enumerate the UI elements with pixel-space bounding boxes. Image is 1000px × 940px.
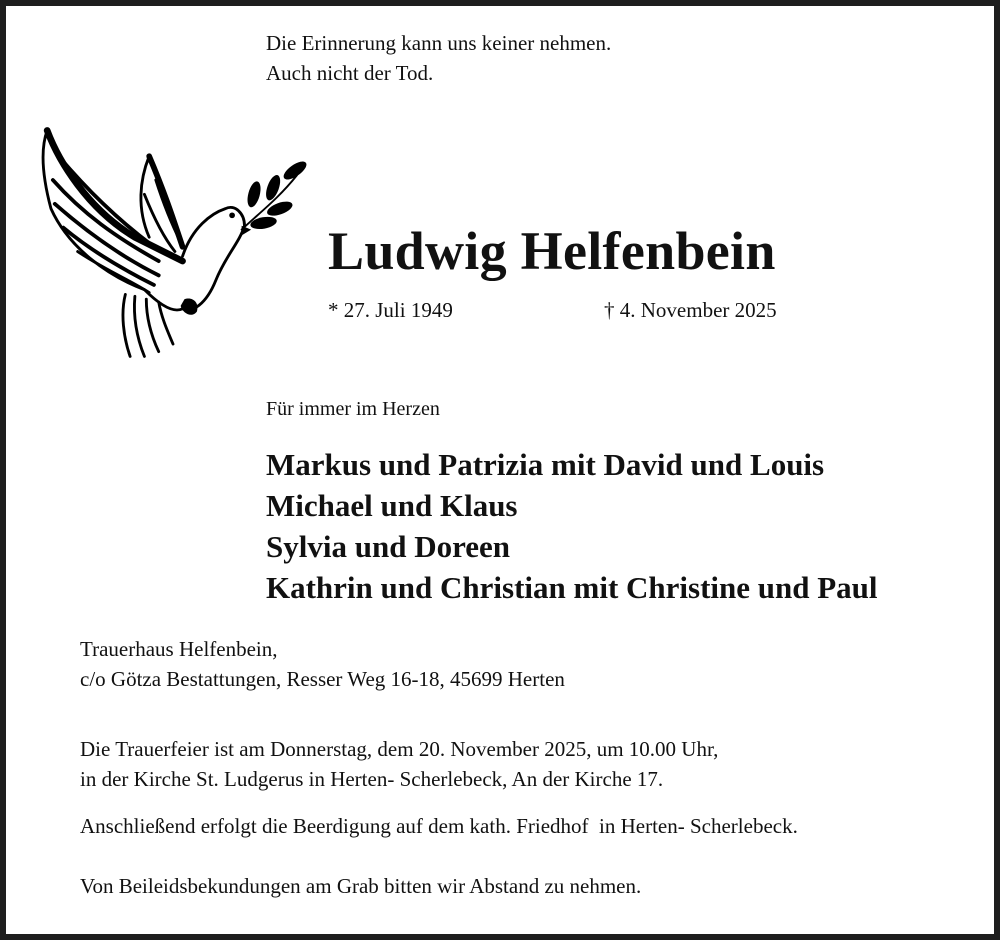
motto-line: Die Erinnerung kann uns keiner nehmen.: [266, 31, 612, 55]
mourner-line: Kathrin und Christian mit Christine und Paul: [266, 570, 878, 605]
burial-info: Anschließend erfolgt die Beerdigung auf dem kath. Friedhof in Herten- Scherlebeck.: [80, 814, 798, 838]
birth-date: * 27. Juli 1949: [328, 298, 453, 322]
dove-with-olive-branch-icon: [30, 122, 316, 362]
mourner-line: Markus und Patrizia mit David und Louis: [266, 447, 825, 482]
address-line: Trauerhaus Helfenbein,: [80, 637, 278, 661]
motto-line: Auch nicht der Tod.: [266, 61, 434, 85]
mourning-house-address: [80, 634, 565, 694]
service-line: Die Trauerfeier ist am Donnerstag, dem 20. November 2025, um 10.00 Uhr,: [80, 737, 719, 761]
mourner-line: Sylvia und Doreen: [266, 529, 511, 564]
deceased-name: Ludwig Helfenbein: [328, 221, 776, 281]
service-line: in der Kirche St. Ludgerus in Herten- Scherlebeck, An der Kirche 17.: [80, 767, 664, 791]
funeral-service-info: [80, 734, 718, 794]
death-date: † 4. November 2025: [604, 298, 777, 322]
mourners-list: [266, 444, 878, 608]
mourner-line: Michael und Klaus: [266, 488, 518, 523]
obituary-notice: [6, 6, 994, 934]
address-line: c/o Götza Bestattungen, Resser Weg 16-18, 45699 Herten: [80, 667, 565, 691]
motto: [266, 28, 611, 88]
mourners-intro: Für immer im Herzen: [266, 398, 440, 420]
condolence-note: Von Beileidsbekundungen am Grab bitten wir Abstand zu nehmen.: [80, 874, 642, 898]
